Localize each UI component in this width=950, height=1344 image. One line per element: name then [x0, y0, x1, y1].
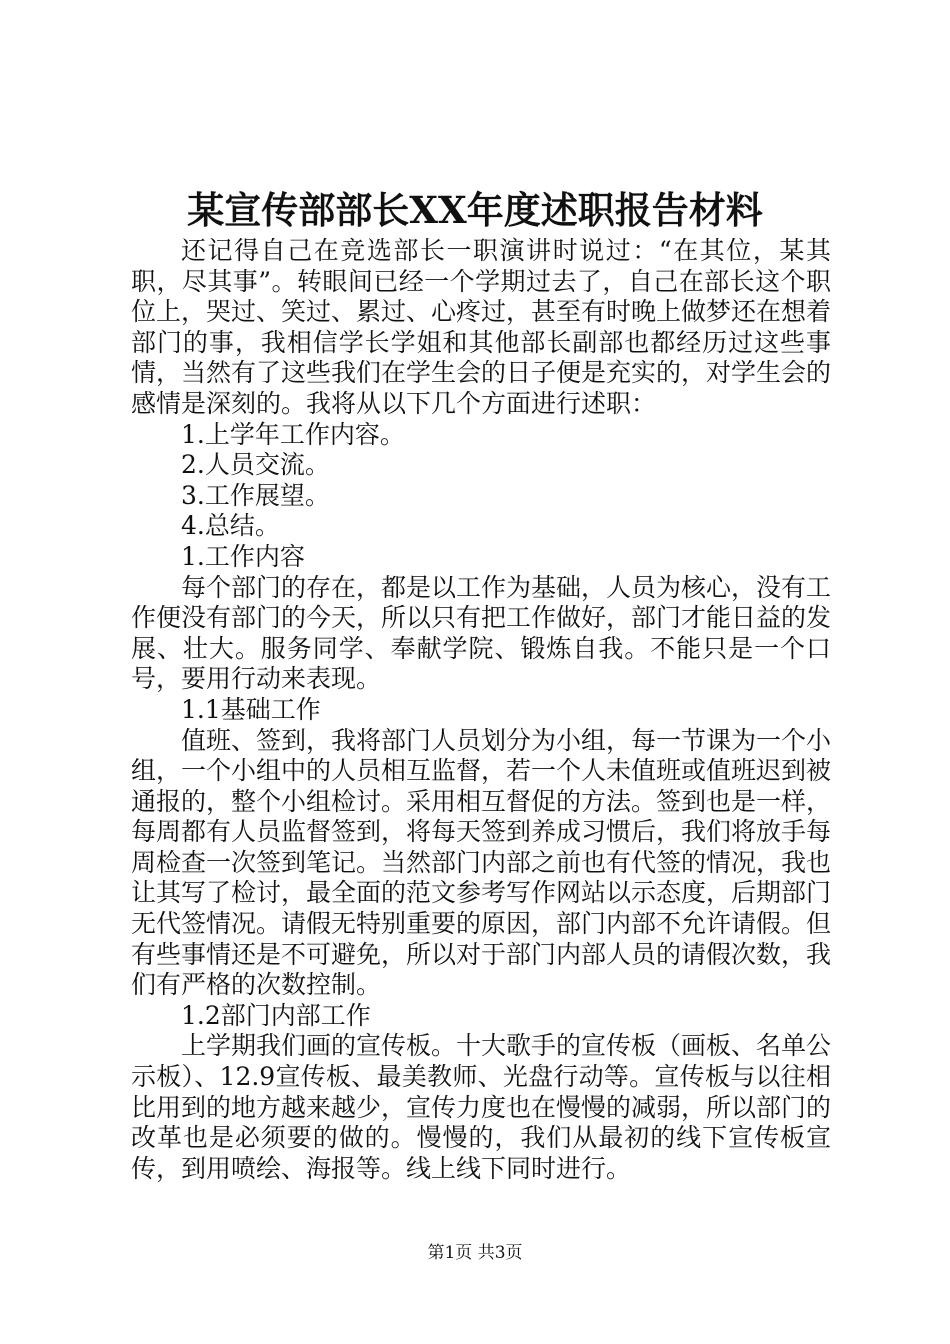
outline-item-3: 3.工作展望。: [181, 480, 330, 510]
paragraph-work-content: 每个部门的存在，都是以工作为基础，人员为核心，没有工作便没有部门的今天，所以只有把工作做好，部门才能日益的发展、壮大。服务同学、奉献学院、锻炼自我。不能只是一个口号，要用行动来表现。: [131, 572, 832, 694]
section-heading-internal-work: 1.2部门内部工作: [181, 1000, 371, 1030]
document-title: 某宣传部部长XX年度述职报告材料: [187, 188, 763, 232]
paragraph-internal-work: 上学期我们画的宣传板。十大歌手的宣传板（画板、名单公示板）、12.9宣传板、最美教师、光盘行动等。宣传板与以往相比用到的地方越来越少，宣传力度也在慢慢的减弱，所以部门的改革也是必须要的做的。慢慢的，我们从最初的线下宣传板宣传，到用喷绘、海报等。线上线下同时进行。: [131, 1031, 832, 1183]
outline-item-2: 2.人员交流。: [181, 450, 330, 480]
document-body: [131, 236, 831, 1184]
outline-item-1: 1.上学年工作内容。: [181, 419, 405, 449]
section-heading-work-content: 1.工作内容: [181, 541, 305, 571]
page-footer: 第1页 共3页: [427, 1243, 523, 1263]
paragraph-basic-work: 值班、签到，我将部门人员划分为小组，每一节课为一个小组，一个小组中的人员相互监督，若一个人未值班或值班迟到被通报的，整个小组检讨。采用相互督促的方法。签到也是一样，每周都有人员监督签到，将每天签到养成习惯后，我们将放手每周检查一次签到笔记。当然部门内部之前也有代签的情况，我也让其写了检讨，最全面的范文参考写作网站以示态度，后期部门无代签情况。请假无特别重要的原因，部门内部不允许请假。但有些事情还是不可避免，所以对于部门内部人员的请假次数，我们有严格的次数控制。: [131, 725, 832, 1000]
outline-item-4: 4.总结。: [181, 511, 280, 541]
section-heading-basic-work: 1.1基础工作: [181, 694, 321, 724]
paragraph-intro: 还记得自己在竞选部长一职演讲时说过：“在其位，某其职，尽其事”。转眼间已经一个学期过去了，自己在部长这个职位上，哭过、笑过、累过、心疼过，甚至有时晚上做梦还在想着部门的事，我相信学长学姐和其他部长副部也都经历过这些事情，当然有了这些我们在学生会的日子便是充实的，对学生会的感情是深刻的。我将从以下几个方面进行述职：: [131, 236, 832, 418]
